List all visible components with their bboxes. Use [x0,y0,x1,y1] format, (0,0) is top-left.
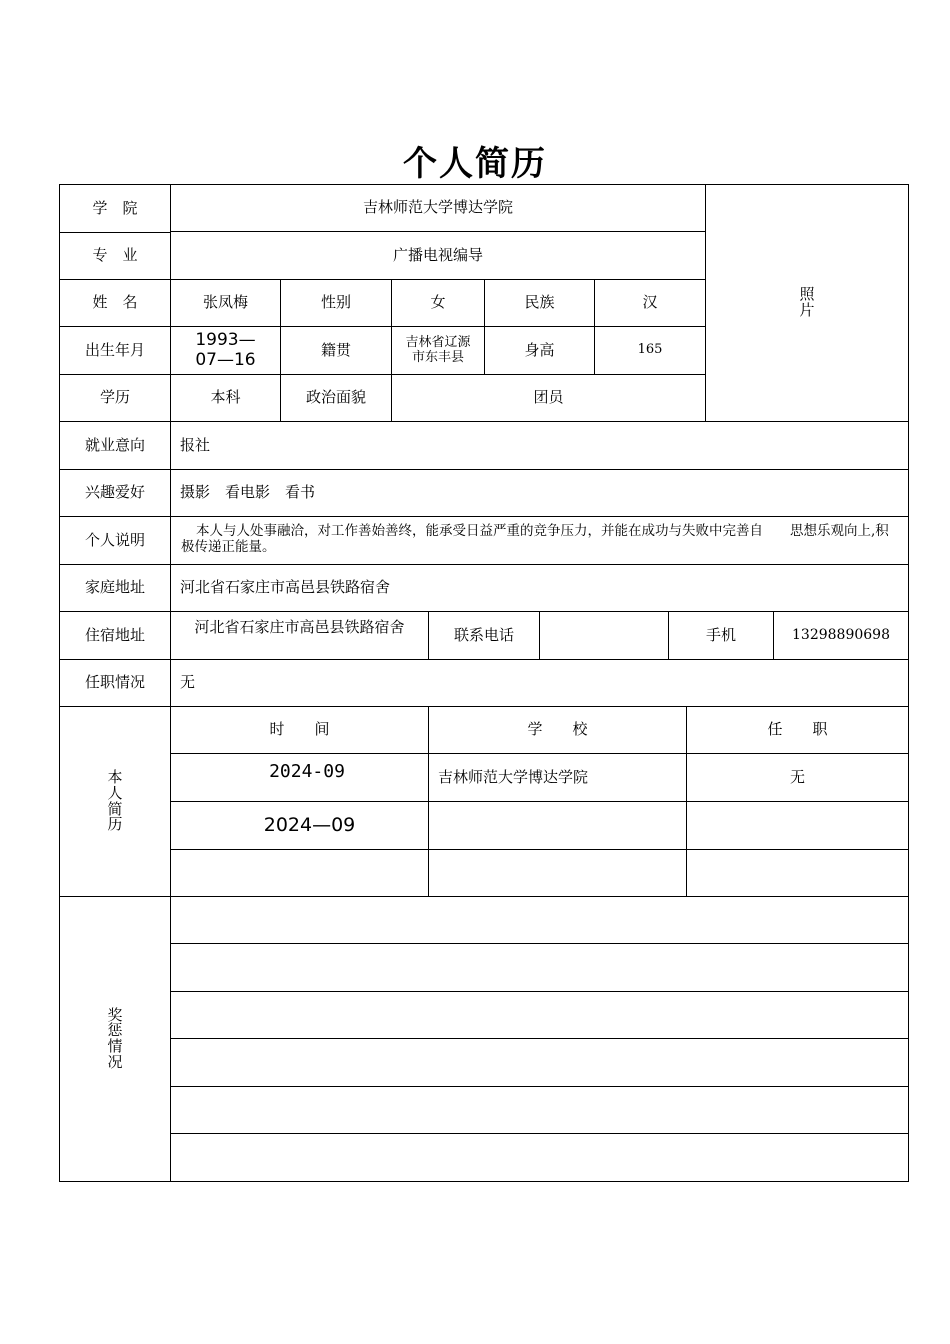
photo-label: 照片 [799,285,815,319]
resume-header-school: 学 校 [527,720,588,739]
job-intent-value: 报社 [180,435,211,454]
dorm-value: 河北省石家庄市高邑县铁路宿舍 [194,617,405,636]
resume-section [60,707,170,896]
photo-box [706,185,908,421]
job-intent-label: 就业意向 [84,435,145,454]
awards-row [171,1087,908,1133]
awards-section [60,897,170,1181]
resume-label: 本人简历 [107,768,123,834]
awards-row [171,1134,908,1181]
birth-label: 出生年月 [84,340,145,359]
political-value: 团员 [533,388,564,407]
college-label: 学 院 [92,198,138,217]
resume-row-3-time [171,850,428,896]
statement-value: 本人与人处事融洽，对工作善始善终，能承受日益严重的竞争压力，并能在成功与失败中完善自 思想乐观向上,积极传递正能量。 [181,523,889,556]
ethnicity-label: 民族 [524,293,555,312]
college-value: 吉林师范大学博达学院 [362,198,513,217]
home-value: 河北省石家庄市高邑县铁路宿舍 [180,578,391,597]
awards-label: 奖惩情况 [107,1005,123,1071]
hobbies-label: 兴趣爱好 [84,483,145,502]
resume-row-3-school [429,850,686,896]
major-value: 广播电视编导 [392,245,483,264]
height-label: 身高 [524,340,555,359]
resume-row-1-school: 吉林师范大学博达学院 [438,767,589,786]
hobbies-value: 摄影 看电影 看书 [180,483,316,502]
resume-header-role: 任 职 [767,720,828,739]
height-value: 165 [637,342,663,358]
resume-row-1-role: 无 [789,767,805,786]
awards-row [171,897,908,943]
birth-value: 1993—07—16 [195,329,256,370]
position-value: 无 [180,673,196,692]
resume-header-time: 时 间 [269,720,330,739]
edu-value: 本科 [210,388,241,407]
mobile-value: 13298890698 [792,626,890,643]
position-label: 任职情况 [84,673,145,692]
native-label: 籍贯 [320,340,351,359]
resume-row-2-role [687,802,908,849]
resume-row-2-time: 2024—09 [263,813,356,836]
mobile-label: 手机 [705,625,736,644]
political-label: 政治面貌 [305,388,366,407]
edu-label: 学历 [99,388,130,407]
phone-label: 联系电话 [453,625,514,644]
resume-row-2-school [429,802,686,849]
major-label: 专 业 [92,246,138,265]
gender-value: 女 [430,293,446,312]
name-label: 姓 名 [92,293,138,312]
page-title: 个人简历 [403,144,547,184]
statement-label: 个人说明 [84,530,145,549]
awards-row [171,992,908,1038]
phone-value [540,612,668,659]
resume-row-1-time: 2024-09 [269,760,345,782]
ethnicity-value: 汉 [642,293,658,312]
resume-row-3-role [687,850,908,896]
awards-row [171,944,908,991]
name-value: 张凤梅 [202,293,248,312]
native-value: 吉林省辽源市东丰县 [405,335,471,365]
awards-row [171,1039,908,1086]
dorm-label: 住宿地址 [84,625,145,644]
gender-label: 性别 [320,293,351,312]
home-label: 家庭地址 [84,578,145,597]
